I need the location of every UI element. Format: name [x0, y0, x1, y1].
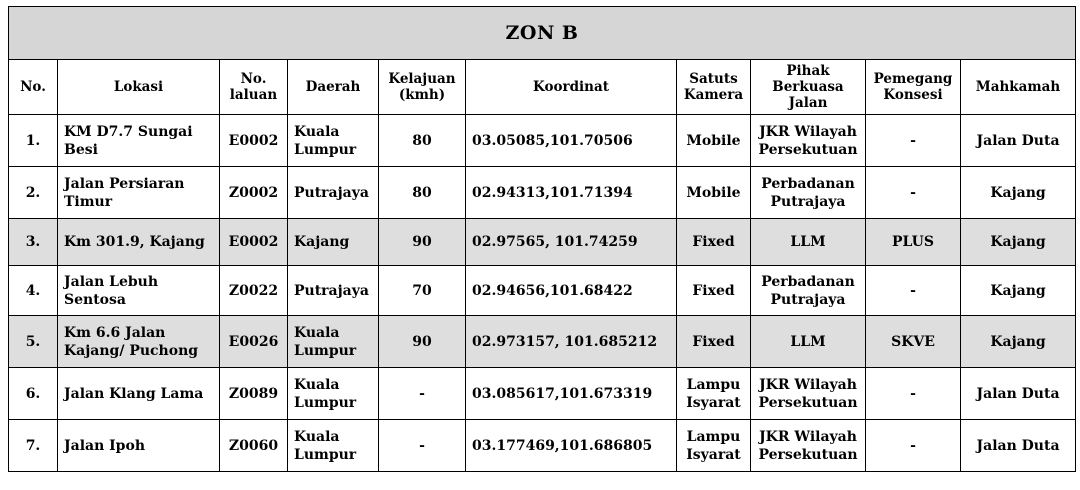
- cell-mahkamah: Kajang: [961, 266, 1076, 316]
- cell-pemegang: -: [866, 420, 961, 472]
- cell-mahkamah: Jalan Duta: [961, 115, 1076, 167]
- cell-kamera: Lampu Isyarat: [677, 368, 751, 420]
- cell-no: 7.: [9, 420, 58, 472]
- cell-pemegang: SKVE: [866, 316, 961, 368]
- header-mahkamah: Mahkamah: [961, 60, 1076, 115]
- cell-laluan: Z0089: [220, 368, 288, 420]
- cell-daerah: Kuala Lumpur: [288, 316, 379, 368]
- cell-daerah: Kuala Lumpur: [288, 368, 379, 420]
- cell-laluan: E0026: [220, 316, 288, 368]
- cell-pemegang: -: [866, 368, 961, 420]
- cell-no: 6.: [9, 368, 58, 420]
- cell-daerah: Putrajaya: [288, 167, 379, 219]
- cell-pemegang: -: [866, 266, 961, 316]
- cell-no: 3.: [9, 219, 58, 266]
- cell-lokasi: Km 6.6 Jalan Kajang/ Puchong: [58, 316, 220, 368]
- table-row: [9, 219, 1076, 266]
- cell-koordinat: 03.05085,101.70506: [466, 115, 677, 167]
- cell-mahkamah: Kajang: [961, 316, 1076, 368]
- cell-mahkamah: Kajang: [961, 219, 1076, 266]
- cell-mahkamah: Jalan Duta: [961, 420, 1076, 472]
- table-title-row: [9, 7, 1076, 60]
- cell-koordinat: 02.94656,101.68422: [466, 266, 677, 316]
- cell-pihak: Perbadanan Putrajaya: [751, 266, 866, 316]
- cell-lokasi: Km 301.9, Kajang: [58, 219, 220, 266]
- table-body: [9, 115, 1076, 472]
- cell-pemegang: -: [866, 115, 961, 167]
- cell-daerah: Putrajaya: [288, 266, 379, 316]
- cell-koordinat: 02.97565, 101.74259: [466, 219, 677, 266]
- header-koordinat: Koordinat: [466, 60, 677, 115]
- header-lokasi: Lokasi: [58, 60, 220, 115]
- table-title: ZON B: [9, 7, 1076, 60]
- cell-lokasi: KM D7.7 Sungai Besi: [58, 115, 220, 167]
- header-pemegang: Pemegang Konsesi: [866, 60, 961, 115]
- cell-pemegang: -: [866, 167, 961, 219]
- table-header-row: [9, 60, 1076, 115]
- cell-koordinat: 03.085617,101.673319: [466, 368, 677, 420]
- cell-lokasi: Jalan Klang Lama: [58, 368, 220, 420]
- cell-daerah: Kuala Lumpur: [288, 115, 379, 167]
- table-row: [9, 420, 1076, 472]
- cell-pihak: JKR Wilayah Persekutuan: [751, 115, 866, 167]
- cell-lokasi: Jalan Persiaran Timur: [58, 167, 220, 219]
- cell-pihak: LLM: [751, 316, 866, 368]
- header-kamera: Satuts Kamera: [677, 60, 751, 115]
- cell-pihak: JKR Wilayah Persekutuan: [751, 368, 866, 420]
- cell-lokasi: Jalan Lebuh Sentosa: [58, 266, 220, 316]
- cell-mahkamah: Kajang: [961, 167, 1076, 219]
- zone-table-container: [8, 6, 1075, 472]
- cell-kamera: Mobile: [677, 115, 751, 167]
- table-row: [9, 266, 1076, 316]
- table-row: [9, 167, 1076, 219]
- cell-no: 4.: [9, 266, 58, 316]
- cell-no: 2.: [9, 167, 58, 219]
- cell-kelajuan: 80: [379, 115, 466, 167]
- cell-koordinat: 02.973157, 101.685212: [466, 316, 677, 368]
- cell-daerah: Kuala Lumpur: [288, 420, 379, 472]
- cell-kamera: Fixed: [677, 266, 751, 316]
- cell-mahkamah: Jalan Duta: [961, 368, 1076, 420]
- cell-kelajuan: 70: [379, 266, 466, 316]
- cell-pihak: LLM: [751, 219, 866, 266]
- header-laluan: No. laluan: [220, 60, 288, 115]
- cell-no: 5.: [9, 316, 58, 368]
- cell-no: 1.: [9, 115, 58, 167]
- table-row: [9, 115, 1076, 167]
- cell-pihak: Perbadanan Putrajaya: [751, 167, 866, 219]
- header-daerah: Daerah: [288, 60, 379, 115]
- cell-koordinat: 03.177469,101.686805: [466, 420, 677, 472]
- cell-kelajuan: 90: [379, 316, 466, 368]
- cell-laluan: Z0022: [220, 266, 288, 316]
- cell-kamera: Fixed: [677, 219, 751, 266]
- header-no: No.: [9, 60, 58, 115]
- header-kelajuan: Kelajuan (kmh): [379, 60, 466, 115]
- cell-kelajuan: 80: [379, 167, 466, 219]
- cell-koordinat: 02.94313,101.71394: [466, 167, 677, 219]
- cell-laluan: E0002: [220, 115, 288, 167]
- cell-pihak: JKR Wilayah Persekutuan: [751, 420, 866, 472]
- table-row: [9, 316, 1076, 368]
- cell-lokasi: Jalan Ipoh: [58, 420, 220, 472]
- header-pihak: Pihak Berkuasa Jalan: [751, 60, 866, 115]
- table-row: [9, 368, 1076, 420]
- cell-laluan: Z0060: [220, 420, 288, 472]
- cell-kelajuan: 90: [379, 219, 466, 266]
- speed-camera-table: [8, 6, 1076, 472]
- cell-pemegang: PLUS: [866, 219, 961, 266]
- cell-kamera: Lampu Isyarat: [677, 420, 751, 472]
- cell-kelajuan: -: [379, 420, 466, 472]
- cell-laluan: Z0002: [220, 167, 288, 219]
- cell-kelajuan: -: [379, 368, 466, 420]
- cell-kamera: Mobile: [677, 167, 751, 219]
- cell-laluan: E0002: [220, 219, 288, 266]
- cell-daerah: Kajang: [288, 219, 379, 266]
- cell-kamera: Fixed: [677, 316, 751, 368]
